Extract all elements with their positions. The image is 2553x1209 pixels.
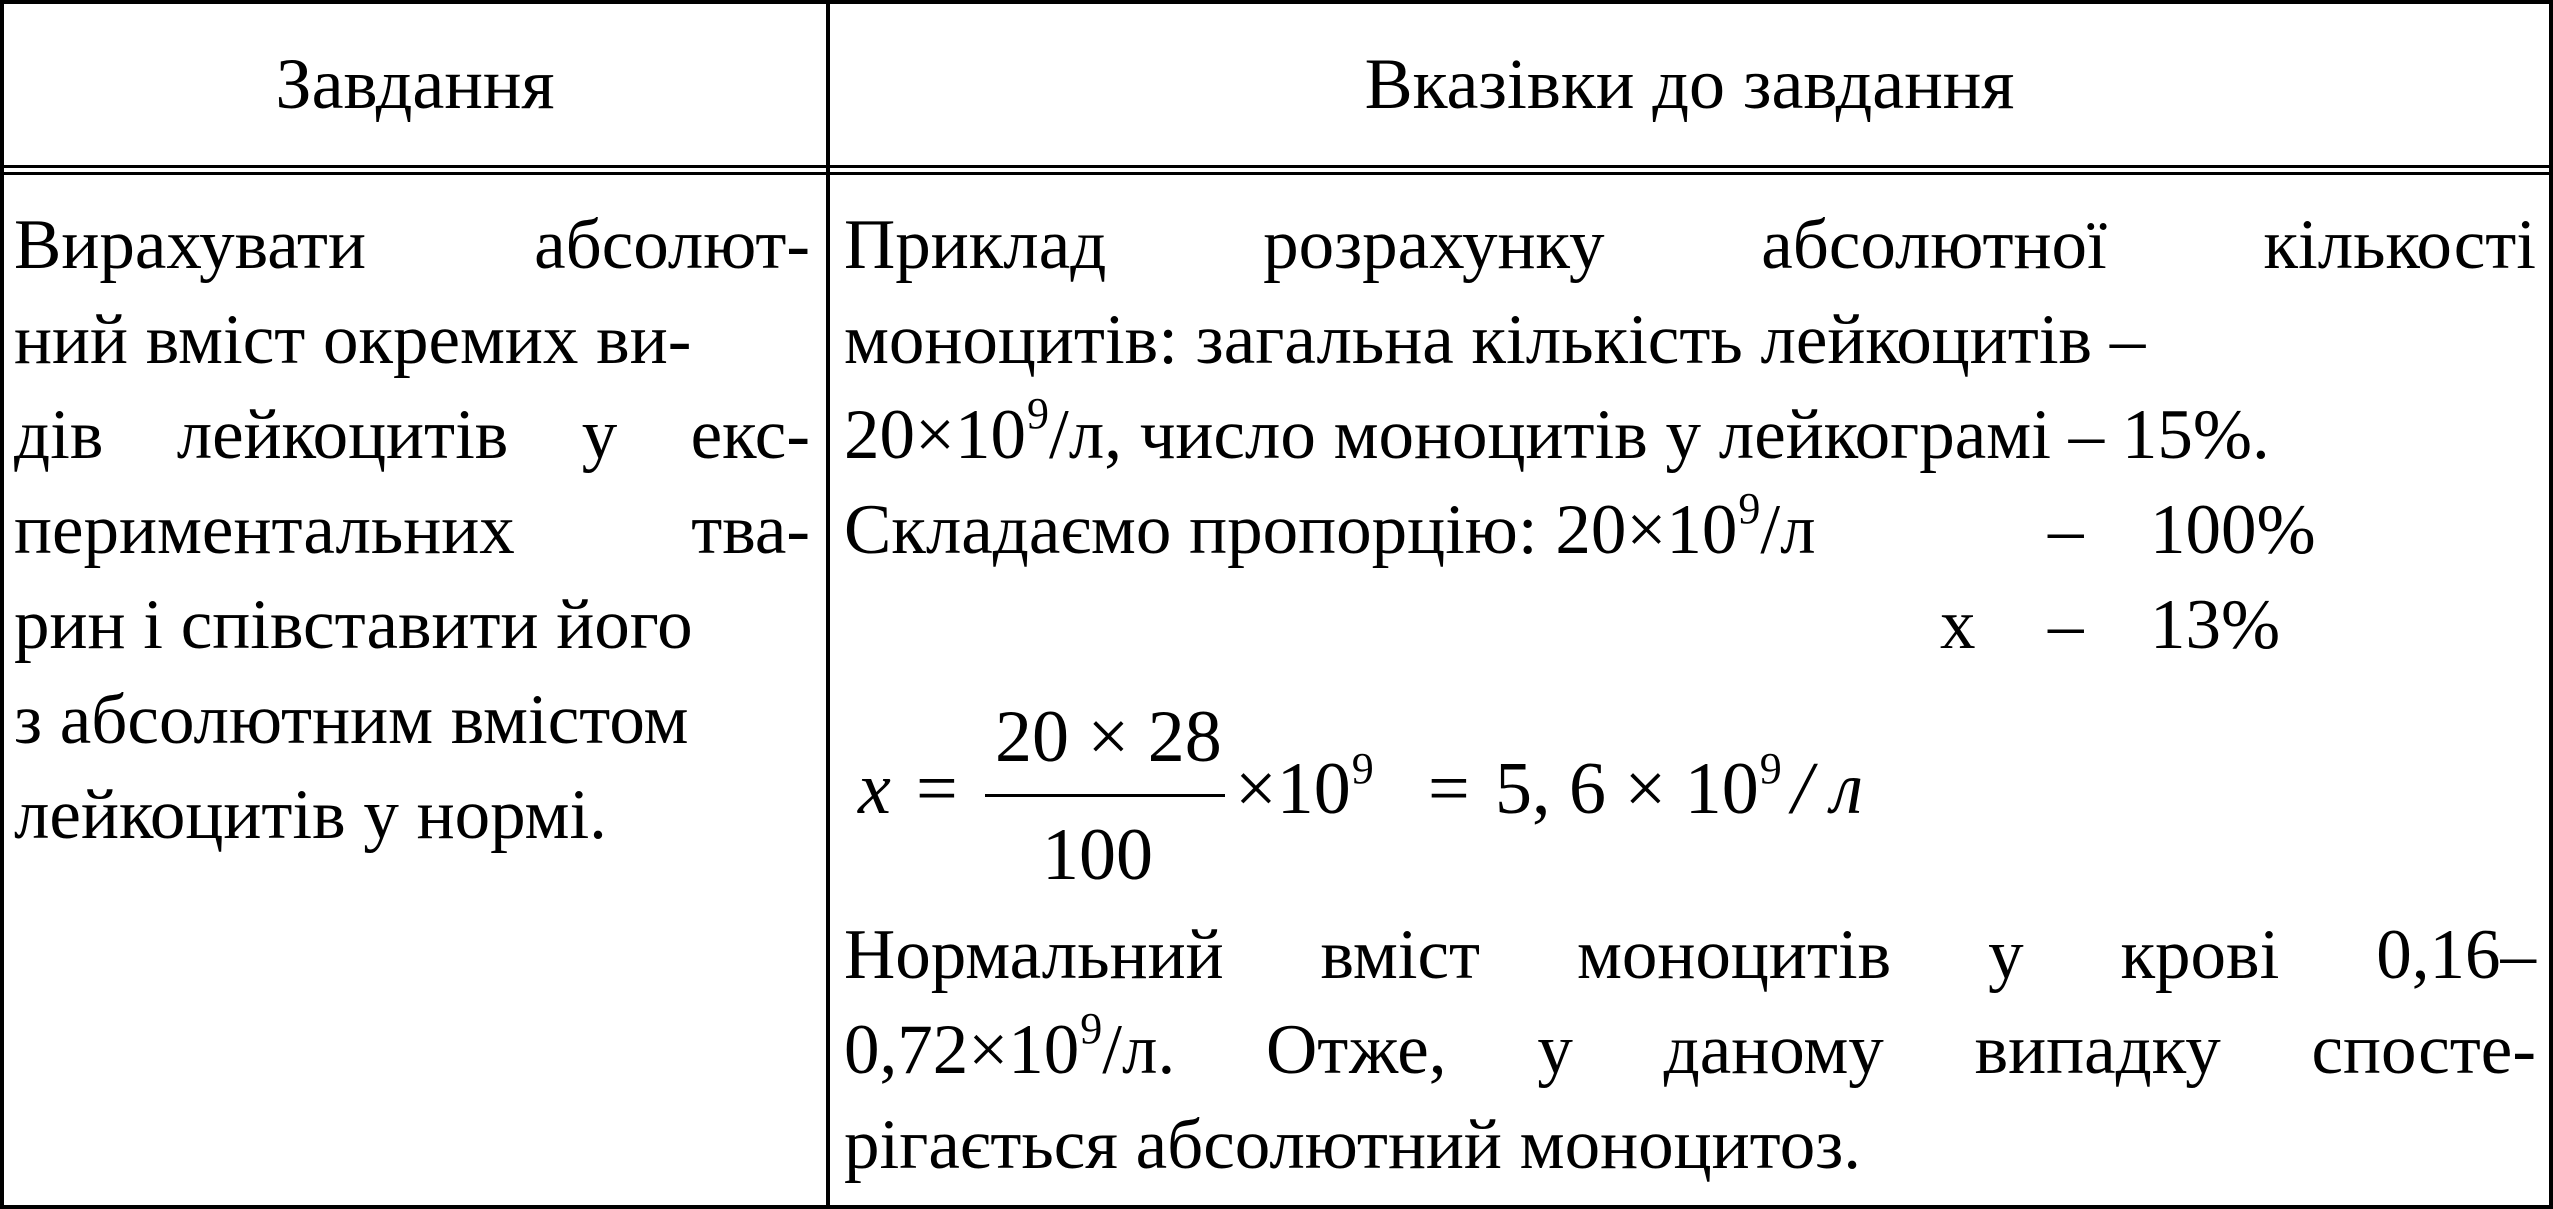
- header-divider-2: [0, 172, 2553, 175]
- task-line-6: з абсолютним вмістом: [14, 681, 689, 759]
- instr-line-9: рігається абсолютний моноцитоз.: [844, 1106, 1861, 1184]
- formula-equals: =: [916, 748, 958, 830]
- task-line-4: периментальних тва-: [14, 491, 810, 569]
- task-line-1: Вирахувати абсолют-: [14, 206, 810, 284]
- instr-line-4: Складаємо пропорцію: $20\times 10^9/л$: [844, 484, 1816, 569]
- instr-line-7: Нормальний вміст моноцитів у крові 0,16–: [844, 916, 2536, 994]
- proportion-x: х: [1940, 586, 1976, 664]
- formula-numerator: 20 × 28: [995, 696, 1222, 778]
- formula-equals-2: =: [1428, 748, 1470, 830]
- proportion-dash-2: –: [2048, 586, 2084, 664]
- table-border-left: [0, 0, 4, 1209]
- column-divider: [826, 0, 830, 1209]
- formula-lhs: x: [858, 748, 891, 830]
- instr-line-3: $20\times 10^9/л$, число моноцитів у лейкограмі – 15%.: [844, 389, 2270, 474]
- table-border-bottom: [0, 1205, 2553, 1209]
- task-line-3: дів лейкоцитів у екс-: [14, 396, 810, 474]
- fraction-bar: [985, 794, 1225, 797]
- formula-times: $\times 10^9$: [1235, 744, 1374, 830]
- proportion-dash-1: –: [2048, 491, 2084, 569]
- task-line-2: ний вміст окремих ви-: [14, 301, 692, 379]
- formula-result: 5, $6 \times 10^9 / л$: [1495, 744, 1864, 830]
- instr-line-2: моноцитів: загальна кількість лейкоцитів –: [844, 301, 2146, 379]
- proportion-value-2: 13%: [2150, 586, 2281, 664]
- task-line-5: рин і співставити його: [14, 586, 693, 664]
- proportion-value-1: 100%: [2150, 491, 2316, 569]
- header-instructions: Вказівки до завдання: [1364, 44, 2015, 124]
- instr-line-8: $0,72\times 10^9/л$. Отже, у даному випадку спосте-: [844, 1004, 2536, 1089]
- table-border-right: [2549, 0, 2553, 1209]
- formula-denominator: 100: [1042, 814, 1153, 896]
- instr-line-1: Приклад розрахунку абсолютної кількості: [844, 206, 2536, 284]
- task-line-7: лейкоцитів у нормі.: [14, 776, 607, 854]
- header-task: Завдання: [275, 44, 555, 124]
